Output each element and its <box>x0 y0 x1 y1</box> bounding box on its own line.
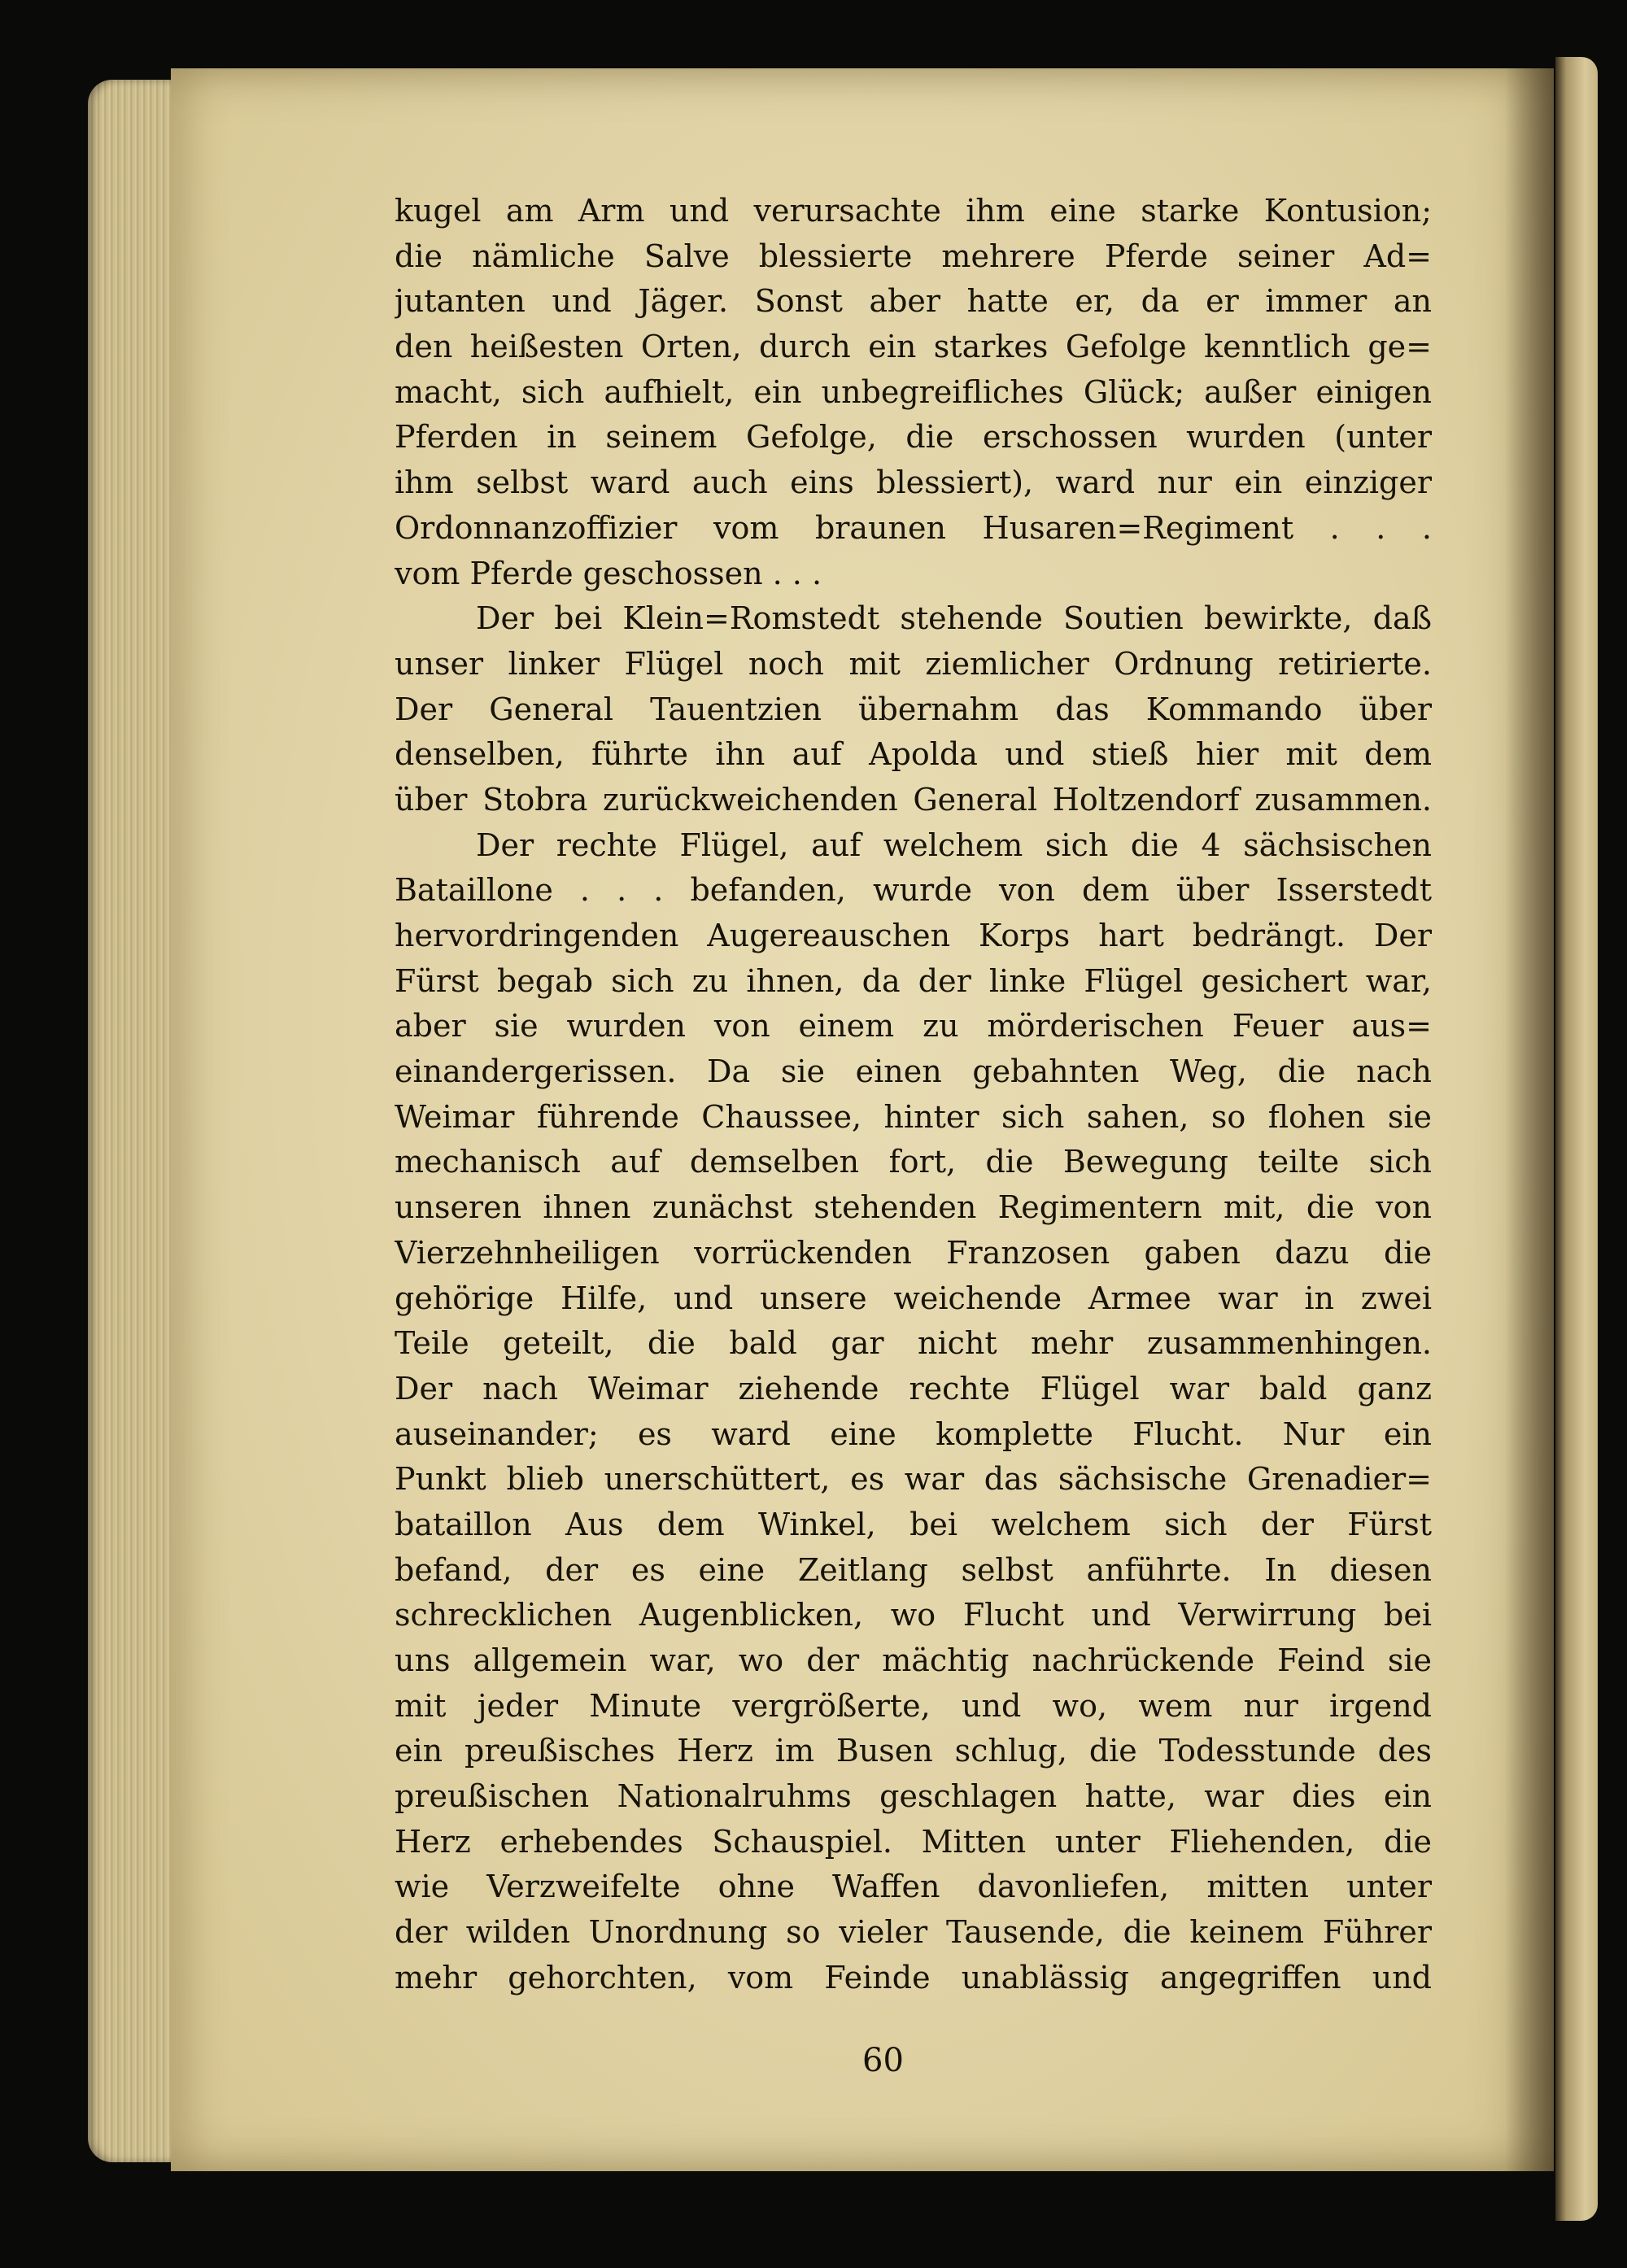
text-line: vom Pferde geschossen . . . <box>395 555 822 591</box>
text-line: unseren ihnen zunächst stehenden Regimentern mit, die von <box>395 1189 1432 1226</box>
text-line: kugel am Arm und verursachte ihm eine starke Kontusion; <box>395 193 1432 229</box>
text-line: Bataillone . . . befanden, wurde von dem über Isserstedt <box>395 872 1432 909</box>
text-line: unser linker Flügel noch mit ziemlicher Ordnung retirierte. <box>395 645 1432 682</box>
text-line: hervordringenden Augereauschen Korps hart bedrängt. Der <box>395 918 1432 953</box>
text-line: preußischen Nationalruhms geschlagen hatte, war dies ein <box>395 1778 1432 1815</box>
text-line: Vierzehnheiligen vorrückenden Franzosen gaben dazu die <box>395 1234 1432 1271</box>
text-line: Punkt blieb unerschüttert, es war das sächsische Grenadier= <box>395 1461 1432 1498</box>
body-text <box>395 189 1432 2001</box>
text-line: Teile geteilt, die bald gar nicht mehr zusammenhingen. <box>395 1325 1432 1362</box>
text-line: Der bei Klein=Romstedt stehende Soutien bewirkte, daß <box>476 600 1432 637</box>
gutter-shadow <box>1505 68 1554 2171</box>
text-line: schrecklichen Augenblicken, wo Flucht und Verwirrung bei <box>395 1597 1432 1633</box>
text-line: Pferden in seinem Gefolge, die erschossen wurden (unter <box>395 419 1432 456</box>
text-line: gehörige Hilfe, und unsere weichende Armee war in zwei <box>395 1280 1432 1316</box>
text-line: Weimar führende Chaussee, hinter sich sahen, so flohen sie <box>395 1098 1432 1135</box>
text-line: Der General Tauentzien übernahm das Kommando über <box>395 691 1432 727</box>
text-line: Der rechte Flügel, auf welchem sich die 4 sächsischen <box>476 827 1432 863</box>
text-line: über Stobra zurückweichenden General Holtzendorf zusammen. <box>395 781 1432 818</box>
page-block-edges <box>88 80 184 2162</box>
text-line: die nämliche Salve blessierte mehrere Pferde seiner Ad= <box>395 238 1432 274</box>
text-line: einandergerissen. Da sie einen gebahnten Weg, die nach <box>395 1053 1432 1090</box>
text-line: den heißesten Orten, durch ein starkes Gefolge kenntlich ge= <box>395 329 1432 365</box>
text-line: befand, der es eine Zeitlang selbst anführte. In diesen <box>395 1551 1432 1588</box>
text-line: denselben, führte ihn auf Apolda und stieß hier mit dem <box>395 736 1432 773</box>
text-line: Herz erhebendes Schauspiel. Mitten unter Fliehenden, die <box>395 1823 1432 1860</box>
text-line: wie Verzweifelte ohne Waffen davonliefen, mitten unter <box>395 1869 1432 1905</box>
text-line: Ordonnanzoffizier vom braunen Husaren=Regiment . . . <box>395 509 1432 546</box>
text-line: mehr gehorchten, vom Feinde unablässig angegriffen und <box>395 1959 1432 1995</box>
text-line: mit jeder Minute vergrößerte, und wo, wem nur irgend <box>395 1687 1432 1724</box>
text-line: ein preußisches Herz im Busen schlug, die Todesstunde des <box>395 1733 1432 1769</box>
text-line: Fürst begab sich zu ihnen, da der linke Flügel gesichert war, <box>395 962 1432 999</box>
facing-page-edge <box>1555 57 1598 2221</box>
text-line: bataillon Aus dem Winkel, bei welchem sich der Fürst <box>395 1506 1432 1542</box>
text-line: mechanisch auf demselben fort, die Bewegung teilte sich <box>395 1144 1432 1180</box>
text-line: uns allgemein war, wo der mächtig nachrückende Feind sie <box>395 1642 1432 1678</box>
text-line: aber sie wurden von einem zu mörderischen Feuer aus= <box>395 1008 1432 1045</box>
text-line: ihm selbst ward auch eins blessiert), ward nur ein einziger <box>395 465 1432 501</box>
text-line: der wilden Unordnung so vieler Tausende, die keinem Führer <box>395 1914 1432 1951</box>
text-line: Der nach Weimar ziehende rechte Flügel war bald ganz <box>395 1370 1432 1407</box>
text-line: macht, sich aufhielt, ein unbegreifliches Glück; außer einigen <box>395 373 1432 410</box>
page-number: 60 <box>862 2042 904 2079</box>
text-line: jutanten und Jäger. Sonst aber hatte er, da er immer an <box>395 283 1432 320</box>
text-line: auseinander; es ward eine komplette Flucht. Nur ein <box>395 1415 1432 1452</box>
